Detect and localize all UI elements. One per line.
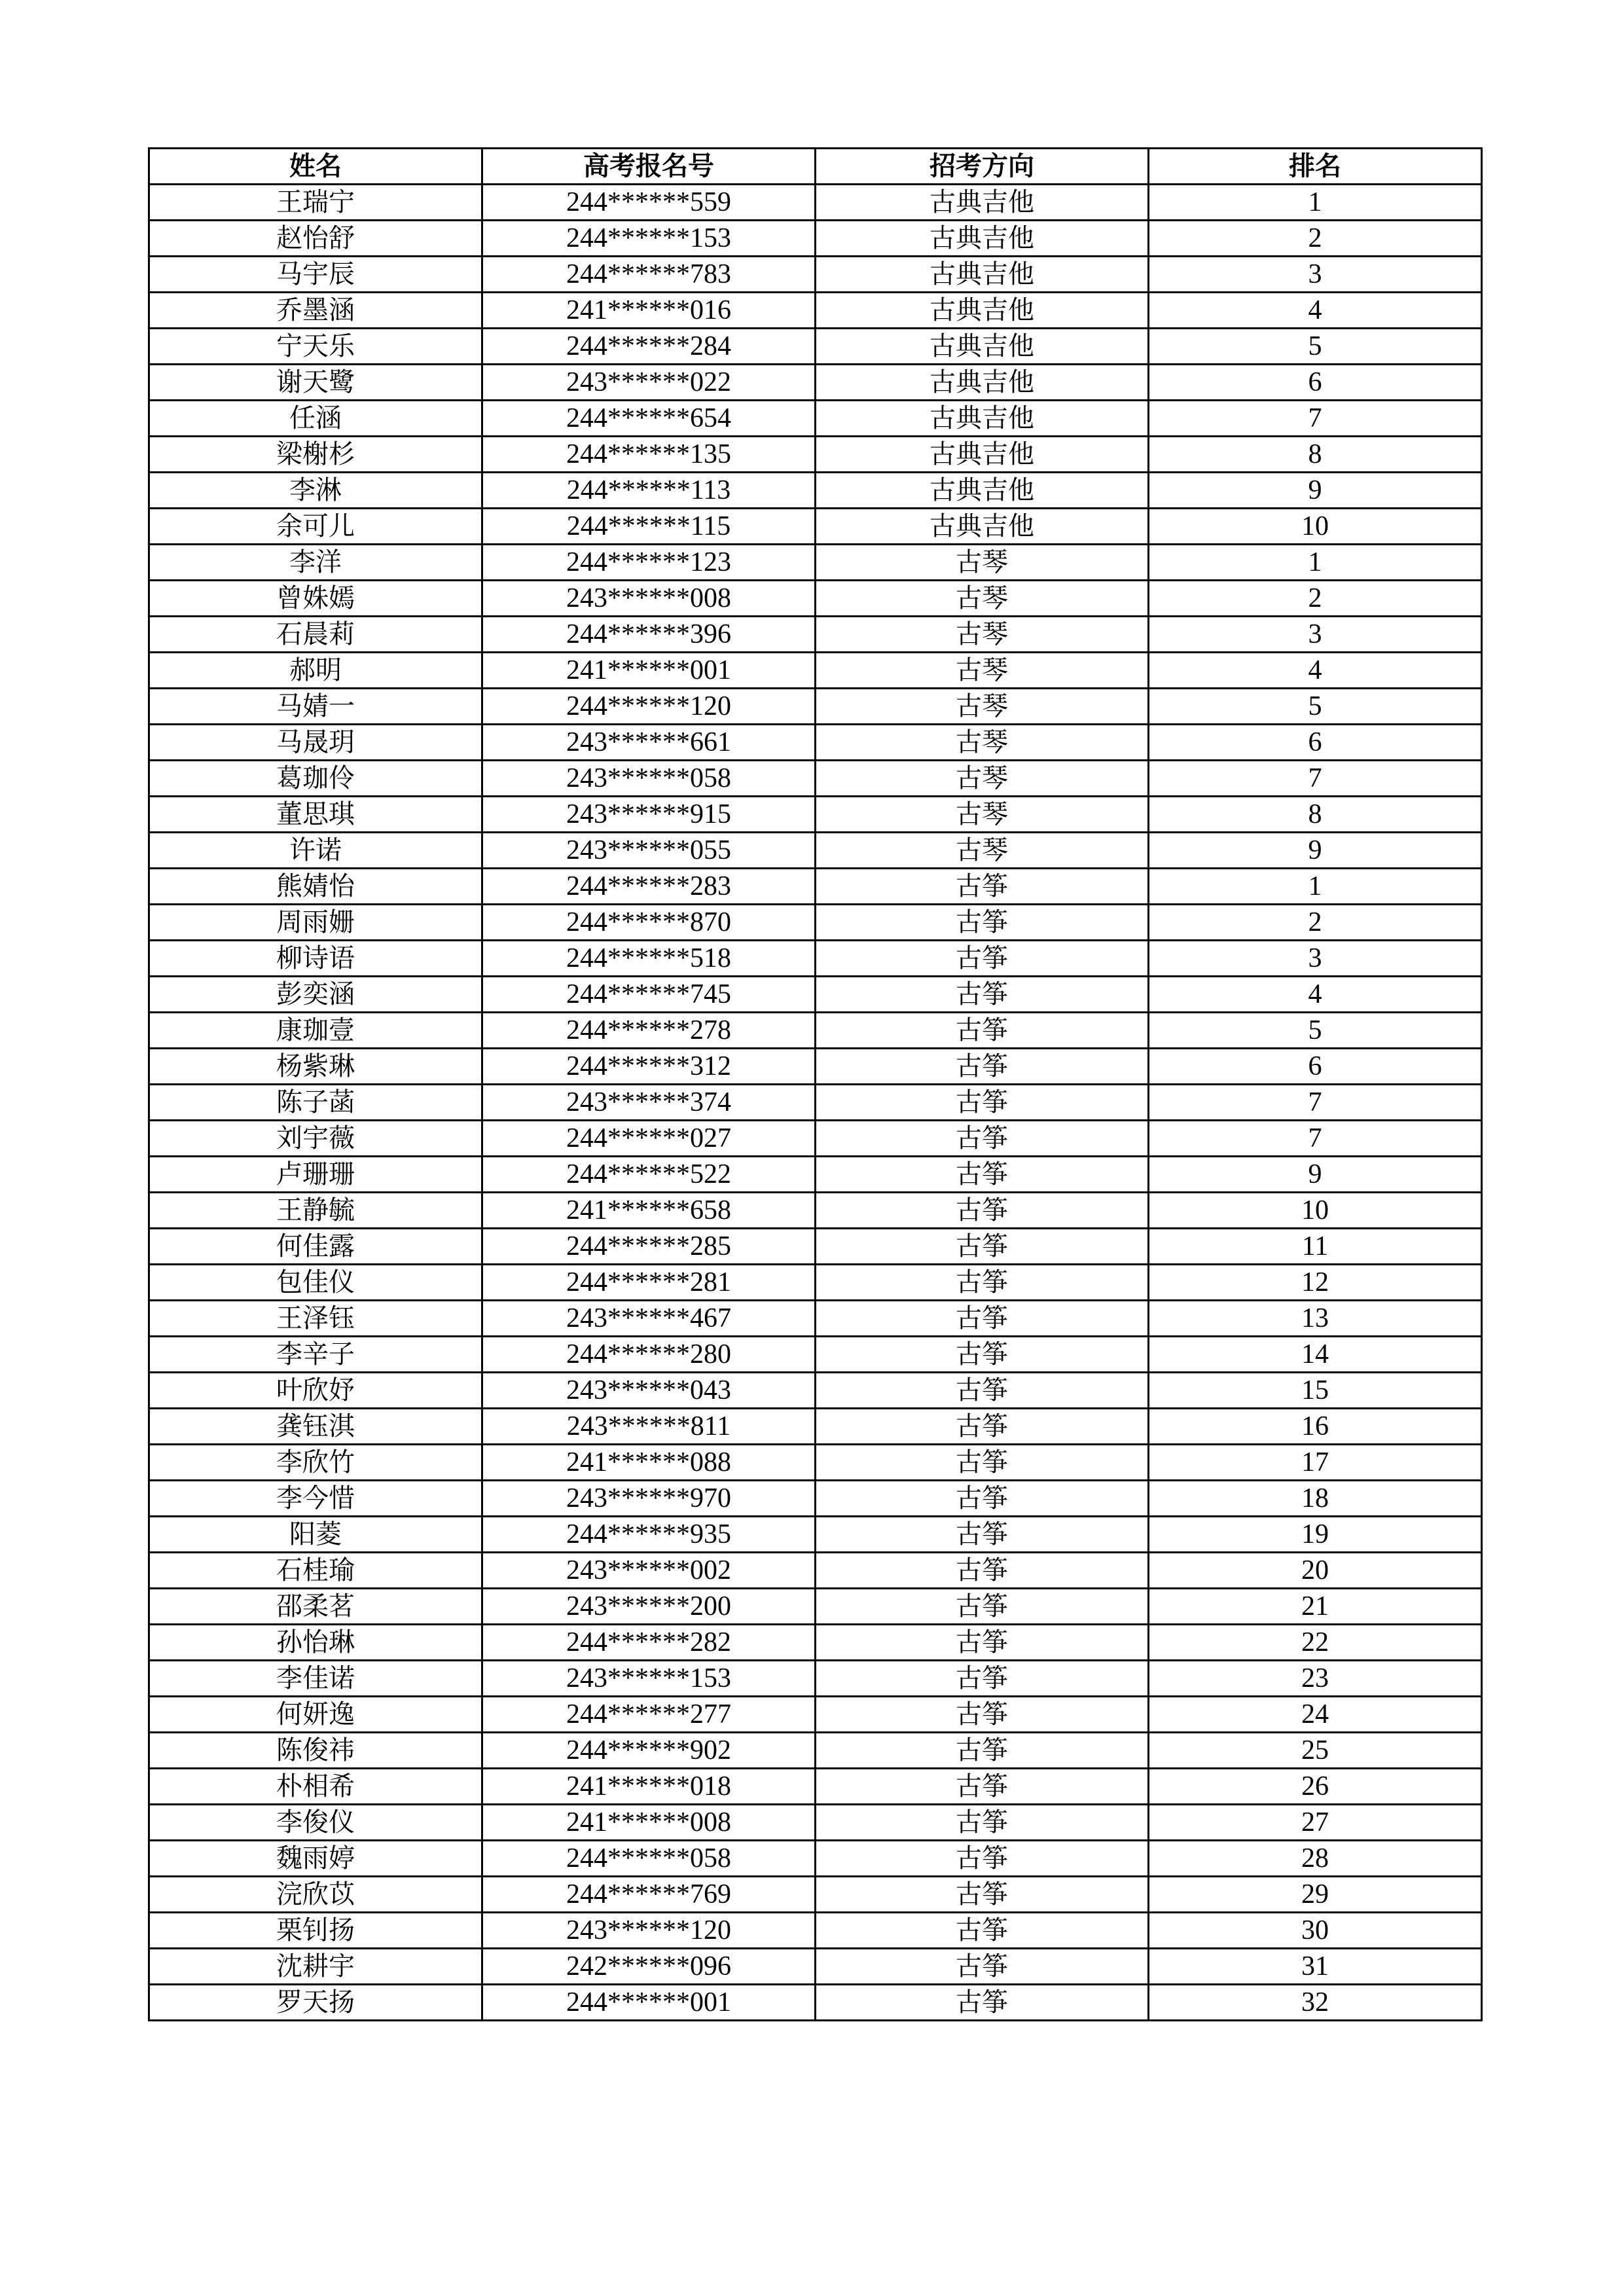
cell-exam-id: 243******055 [482, 833, 816, 869]
cell-rank: 23 [1149, 1661, 1482, 1697]
cell-exam-id: 243******374 [482, 1085, 816, 1121]
cell-direction: 古筝 [816, 941, 1149, 977]
table-row [149, 1085, 1482, 1121]
cell-name: 马宇辰 [149, 257, 482, 293]
cell-rank: 16 [1149, 1409, 1482, 1445]
cell-exam-id: 244******120 [482, 689, 816, 725]
table-row [149, 1229, 1482, 1265]
table-row [149, 1589, 1482, 1625]
cell-exam-id: 244******115 [482, 509, 816, 545]
cell-exam-id: 242******096 [482, 1949, 816, 1985]
cell-exam-id: 244******278 [482, 1013, 816, 1049]
cell-rank: 25 [1149, 1733, 1482, 1769]
cell-rank: 8 [1149, 437, 1482, 473]
table-row [149, 1805, 1482, 1841]
cell-rank: 22 [1149, 1625, 1482, 1661]
cell-exam-id: 244******153 [482, 221, 816, 257]
cell-direction: 古筝 [816, 1589, 1149, 1625]
cell-direction: 古筝 [816, 1301, 1149, 1337]
cell-direction: 古典吉他 [816, 473, 1149, 509]
cell-exam-id: 244******870 [482, 905, 816, 941]
cell-direction: 古琴 [816, 545, 1149, 581]
cell-direction: 古筝 [816, 1517, 1149, 1553]
table-row [149, 581, 1482, 617]
cell-direction: 古筝 [816, 1373, 1149, 1409]
cell-direction: 古筝 [816, 977, 1149, 1013]
cell-exam-id: 241******658 [482, 1193, 816, 1229]
cell-name: 熊婧怡 [149, 869, 482, 905]
table-row [149, 1445, 1482, 1481]
table-row [149, 293, 1482, 329]
cell-name: 梁榭杉 [149, 437, 482, 473]
cell-direction: 古琴 [816, 689, 1149, 725]
cell-exam-id: 244******113 [482, 473, 816, 509]
cell-exam-id: 243******200 [482, 1589, 816, 1625]
header-exam-id: 高考报名号 [482, 149, 816, 185]
cell-rank: 9 [1149, 1157, 1482, 1193]
cell-name: 李洋 [149, 545, 482, 581]
cell-exam-id: 244******135 [482, 437, 816, 473]
cell-direction: 古筝 [816, 1553, 1149, 1589]
cell-exam-id: 241******088 [482, 1445, 816, 1481]
cell-rank: 27 [1149, 1805, 1482, 1841]
cell-direction: 古筝 [816, 1229, 1149, 1265]
table-row [149, 1661, 1482, 1697]
cell-rank: 6 [1149, 1049, 1482, 1085]
cell-rank: 7 [1149, 1085, 1482, 1121]
cell-exam-id: 244******281 [482, 1265, 816, 1301]
cell-exam-id: 244******769 [482, 1877, 816, 1913]
cell-name: 杨紫琳 [149, 1049, 482, 1085]
table-row [149, 617, 1482, 653]
cell-exam-id: 243******008 [482, 581, 816, 617]
cell-name: 陈子菡 [149, 1085, 482, 1121]
cell-exam-id: 243******022 [482, 365, 816, 401]
table-row [149, 1265, 1482, 1301]
table-row [149, 509, 1482, 545]
cell-exam-id: 244******285 [482, 1229, 816, 1265]
table-header [149, 149, 1482, 185]
table-row [149, 1985, 1482, 2021]
cell-direction: 古典吉他 [816, 509, 1149, 545]
cell-exam-id: 241******016 [482, 293, 816, 329]
cell-rank: 1 [1149, 185, 1482, 221]
table-row [149, 1841, 1482, 1877]
cell-rank: 32 [1149, 1985, 1482, 2021]
table-row [149, 1337, 1482, 1373]
table-row [149, 221, 1482, 257]
cell-exam-id: 244******559 [482, 185, 816, 221]
cell-name: 许诺 [149, 833, 482, 869]
cell-rank: 20 [1149, 1553, 1482, 1589]
cell-rank: 13 [1149, 1301, 1482, 1337]
cell-name: 乔墨涵 [149, 293, 482, 329]
cell-name: 魏雨婷 [149, 1841, 482, 1877]
table-row [149, 941, 1482, 977]
cell-name: 李辛子 [149, 1337, 482, 1373]
cell-rank: 2 [1149, 221, 1482, 257]
cell-rank: 26 [1149, 1769, 1482, 1805]
table-row [149, 725, 1482, 761]
cell-exam-id: 244******283 [482, 869, 816, 905]
cell-name: 刘宇薇 [149, 1121, 482, 1157]
cell-direction: 古典吉他 [816, 437, 1149, 473]
cell-exam-id: 244******001 [482, 1985, 816, 2021]
table-body [149, 185, 1482, 2021]
cell-exam-id: 243******811 [482, 1409, 816, 1445]
cell-rank: 11 [1149, 1229, 1482, 1265]
table-row [149, 653, 1482, 689]
cell-exam-id: 244******123 [482, 545, 816, 581]
cell-rank: 7 [1149, 761, 1482, 797]
cell-exam-id: 244******654 [482, 401, 816, 437]
cell-direction: 古典吉他 [816, 329, 1149, 365]
cell-name: 包佳仪 [149, 1265, 482, 1301]
table-row [149, 329, 1482, 365]
cell-exam-id: 244******935 [482, 1517, 816, 1553]
table-row [149, 1517, 1482, 1553]
cell-direction: 古筝 [816, 1661, 1149, 1697]
cell-rank: 5 [1149, 1013, 1482, 1049]
table-row [149, 1013, 1482, 1049]
cell-name: 葛珈伶 [149, 761, 482, 797]
cell-direction: 古筝 [816, 1985, 1149, 2021]
cell-name: 曾姝嫣 [149, 581, 482, 617]
cell-name: 朴相希 [149, 1769, 482, 1805]
cell-name: 李佳诺 [149, 1661, 482, 1697]
cell-name: 李欣竹 [149, 1445, 482, 1481]
cell-direction: 古筝 [816, 1949, 1149, 1985]
cell-name: 董思琪 [149, 797, 482, 833]
cell-direction: 古琴 [816, 797, 1149, 833]
cell-direction: 古典吉他 [816, 401, 1149, 437]
cell-direction: 古筝 [816, 1409, 1149, 1445]
cell-name: 任涵 [149, 401, 482, 437]
cell-direction: 古典吉他 [816, 221, 1149, 257]
table-row [149, 689, 1482, 725]
cell-direction: 古筝 [816, 1013, 1149, 1049]
cell-rank: 1 [1149, 869, 1482, 905]
cell-direction: 古筝 [816, 1121, 1149, 1157]
cell-rank: 14 [1149, 1337, 1482, 1373]
cell-rank: 29 [1149, 1877, 1482, 1913]
cell-exam-id: 243******970 [482, 1481, 816, 1517]
cell-exam-id: 244******284 [482, 329, 816, 365]
cell-exam-id: 244******058 [482, 1841, 816, 1877]
cell-exam-id: 243******043 [482, 1373, 816, 1409]
cell-direction: 古筝 [816, 1445, 1149, 1481]
table-row [149, 1409, 1482, 1445]
cell-direction: 古筝 [816, 1265, 1149, 1301]
table-row [149, 473, 1482, 509]
table-row [149, 1301, 1482, 1337]
table-row [149, 1121, 1482, 1157]
cell-rank: 6 [1149, 365, 1482, 401]
cell-rank: 1 [1149, 545, 1482, 581]
cell-direction: 古琴 [816, 581, 1149, 617]
header-direction: 招考方向 [816, 149, 1149, 185]
cell-rank: 4 [1149, 653, 1482, 689]
document-page [148, 147, 1481, 2021]
cell-rank: 2 [1149, 581, 1482, 617]
cell-name: 卢珊珊 [149, 1157, 482, 1193]
table-row [149, 185, 1482, 221]
cell-name: 邵柔茗 [149, 1589, 482, 1625]
cell-direction: 古筝 [816, 1625, 1149, 1661]
cell-name: 王泽钰 [149, 1301, 482, 1337]
cell-rank: 19 [1149, 1517, 1482, 1553]
cell-direction: 古筝 [816, 1733, 1149, 1769]
table-row [149, 1553, 1482, 1589]
cell-rank: 5 [1149, 329, 1482, 365]
cell-exam-id: 243******467 [482, 1301, 816, 1337]
cell-exam-id: 241******001 [482, 653, 816, 689]
header-name: 姓名 [149, 149, 482, 185]
table-row [149, 1193, 1482, 1229]
cell-exam-id: 243******661 [482, 725, 816, 761]
cell-rank: 30 [1149, 1913, 1482, 1949]
cell-rank: 7 [1149, 1121, 1482, 1157]
cell-exam-id: 243******153 [482, 1661, 816, 1697]
table-row [149, 1157, 1482, 1193]
cell-direction: 古筝 [816, 1157, 1149, 1193]
cell-direction: 古筝 [816, 869, 1149, 905]
cell-name: 周雨姗 [149, 905, 482, 941]
header-row [149, 149, 1482, 185]
cell-direction: 古筝 [816, 1841, 1149, 1877]
cell-exam-id: 243******120 [482, 1913, 816, 1949]
table-row [149, 1481, 1482, 1517]
cell-name: 何妍逸 [149, 1697, 482, 1733]
table-row [149, 1625, 1482, 1661]
cell-rank: 6 [1149, 725, 1482, 761]
cell-direction: 古琴 [816, 761, 1149, 797]
cell-direction: 古琴 [816, 725, 1149, 761]
cell-rank: 10 [1149, 1193, 1482, 1229]
cell-exam-id: 241******008 [482, 1805, 816, 1841]
cell-exam-id: 244******745 [482, 977, 816, 1013]
table-row [149, 1769, 1482, 1805]
cell-rank: 28 [1149, 1841, 1482, 1877]
cell-direction: 古筝 [816, 1769, 1149, 1805]
cell-direction: 古筝 [816, 1049, 1149, 1085]
cell-rank: 17 [1149, 1445, 1482, 1481]
cell-exam-id: 244******280 [482, 1337, 816, 1373]
cell-exam-id: 243******002 [482, 1553, 816, 1589]
cell-direction: 古筝 [816, 1697, 1149, 1733]
cell-direction: 古筝 [816, 1085, 1149, 1121]
cell-rank: 4 [1149, 293, 1482, 329]
table-row [149, 365, 1482, 401]
cell-direction: 古琴 [816, 653, 1149, 689]
table-row [149, 761, 1482, 797]
cell-rank: 10 [1149, 509, 1482, 545]
table-row [149, 1877, 1482, 1913]
cell-name: 叶欣妤 [149, 1373, 482, 1409]
cell-exam-id: 244******396 [482, 617, 816, 653]
cell-name: 李今惜 [149, 1481, 482, 1517]
cell-direction: 古筝 [816, 905, 1149, 941]
cell-rank: 7 [1149, 401, 1482, 437]
cell-name: 余可儿 [149, 509, 482, 545]
cell-exam-id: 244******277 [482, 1697, 816, 1733]
cell-direction: 古筝 [816, 1337, 1149, 1373]
cell-name: 栗钊扬 [149, 1913, 482, 1949]
cell-exam-id: 244******312 [482, 1049, 816, 1085]
table-row [149, 1373, 1482, 1409]
cell-name: 石桂瑜 [149, 1553, 482, 1589]
cell-name: 龚钰淇 [149, 1409, 482, 1445]
ranking-table [148, 147, 1483, 2021]
cell-rank: 8 [1149, 797, 1482, 833]
cell-name: 王瑞宁 [149, 185, 482, 221]
table-row [149, 1733, 1482, 1769]
cell-rank: 2 [1149, 905, 1482, 941]
cell-exam-id: 241******018 [482, 1769, 816, 1805]
cell-direction: 古典吉他 [816, 365, 1149, 401]
cell-direction: 古筝 [816, 1481, 1149, 1517]
table-row [149, 257, 1482, 293]
cell-exam-id: 243******058 [482, 761, 816, 797]
cell-name: 马晟玥 [149, 725, 482, 761]
cell-name: 宁天乐 [149, 329, 482, 365]
table-row [149, 1049, 1482, 1085]
cell-rank: 5 [1149, 689, 1482, 725]
cell-exam-id: 244******783 [482, 257, 816, 293]
cell-rank: 9 [1149, 473, 1482, 509]
cell-exam-id: 244******282 [482, 1625, 816, 1661]
cell-direction: 古典吉他 [816, 185, 1149, 221]
table-row [149, 833, 1482, 869]
cell-rank: 12 [1149, 1265, 1482, 1301]
table-row [149, 437, 1482, 473]
cell-name: 浣欣苡 [149, 1877, 482, 1913]
table-row [149, 905, 1482, 941]
cell-name: 赵怡舒 [149, 221, 482, 257]
cell-name: 沈耕宇 [149, 1949, 482, 1985]
cell-direction: 古筝 [816, 1193, 1149, 1229]
cell-name: 何佳露 [149, 1229, 482, 1265]
table-row [149, 869, 1482, 905]
table-row [149, 797, 1482, 833]
cell-exam-id: 244******522 [482, 1157, 816, 1193]
header-rank: 排名 [1149, 149, 1482, 185]
cell-name: 罗天扬 [149, 1985, 482, 2021]
table-row [149, 1697, 1482, 1733]
cell-direction: 古典吉他 [816, 257, 1149, 293]
cell-direction: 古琴 [816, 833, 1149, 869]
cell-name: 王静毓 [149, 1193, 482, 1229]
cell-direction: 古典吉他 [816, 293, 1149, 329]
cell-exam-id: 243******915 [482, 797, 816, 833]
cell-rank: 4 [1149, 977, 1482, 1013]
cell-direction: 古筝 [816, 1913, 1149, 1949]
cell-exam-id: 244******027 [482, 1121, 816, 1157]
table-row [149, 1949, 1482, 1985]
cell-direction: 古筝 [816, 1877, 1149, 1913]
table-row [149, 545, 1482, 581]
cell-rank: 31 [1149, 1949, 1482, 1985]
table-row [149, 1913, 1482, 1949]
cell-direction: 古筝 [816, 1805, 1149, 1841]
cell-rank: 3 [1149, 617, 1482, 653]
cell-rank: 18 [1149, 1481, 1482, 1517]
cell-name: 陈俊祎 [149, 1733, 482, 1769]
cell-name: 马婧一 [149, 689, 482, 725]
table-row [149, 977, 1482, 1013]
cell-name: 彭奕涵 [149, 977, 482, 1013]
cell-name: 康珈壹 [149, 1013, 482, 1049]
cell-exam-id: 244******518 [482, 941, 816, 977]
cell-name: 阳菱 [149, 1517, 482, 1553]
cell-exam-id: 244******902 [482, 1733, 816, 1769]
cell-name: 李淋 [149, 473, 482, 509]
cell-rank: 15 [1149, 1373, 1482, 1409]
cell-rank: 3 [1149, 257, 1482, 293]
cell-rank: 3 [1149, 941, 1482, 977]
cell-direction: 古琴 [816, 617, 1149, 653]
cell-name: 石晨莉 [149, 617, 482, 653]
cell-name: 郝明 [149, 653, 482, 689]
cell-rank: 21 [1149, 1589, 1482, 1625]
cell-rank: 24 [1149, 1697, 1482, 1733]
cell-name: 孙怡琳 [149, 1625, 482, 1661]
cell-name: 李俊仪 [149, 1805, 482, 1841]
table-row [149, 401, 1482, 437]
cell-rank: 9 [1149, 833, 1482, 869]
cell-name: 谢天鹭 [149, 365, 482, 401]
cell-name: 柳诗语 [149, 941, 482, 977]
